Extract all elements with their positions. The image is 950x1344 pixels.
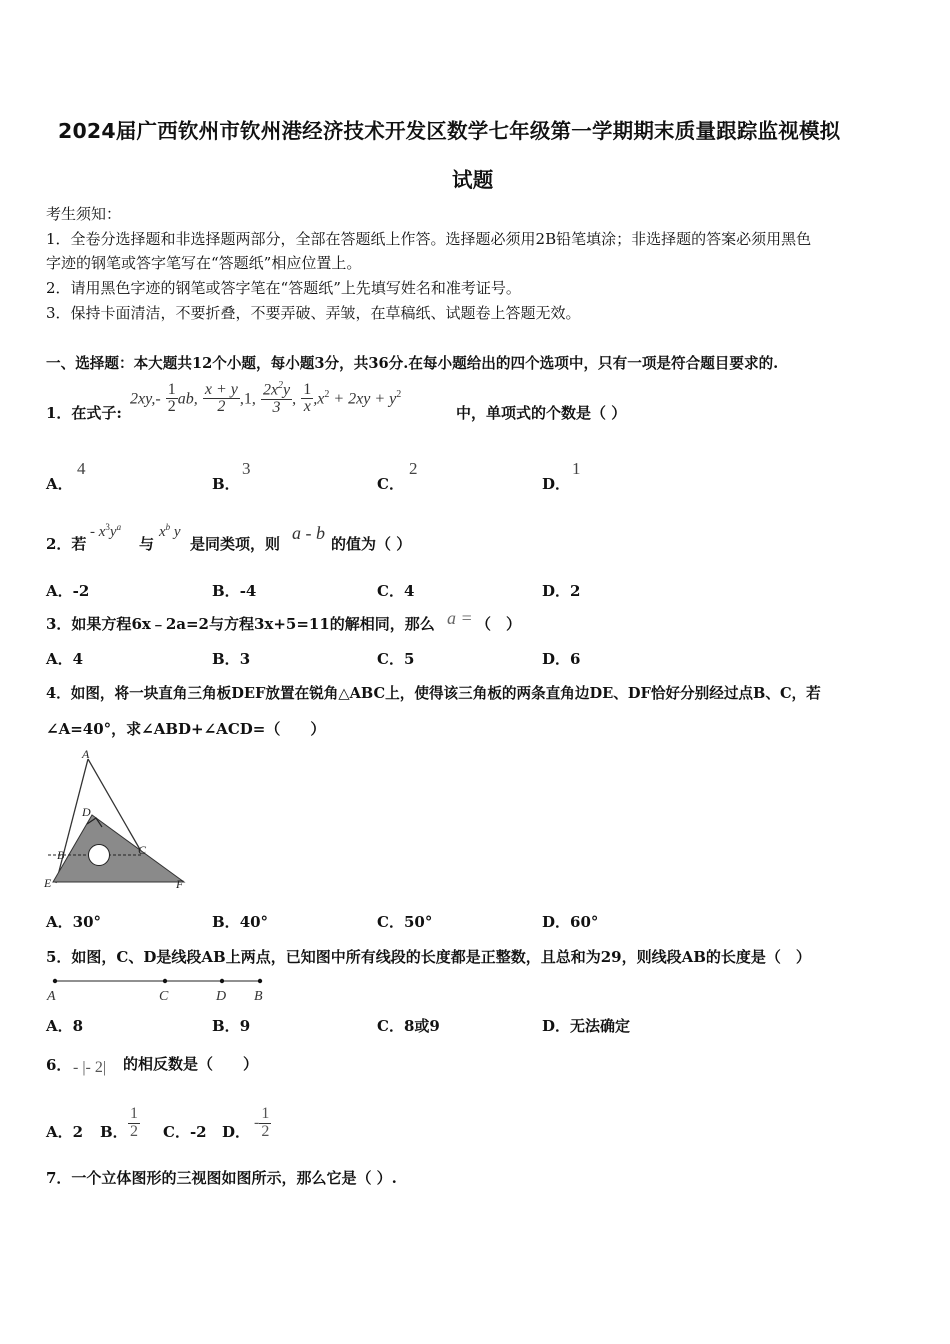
notice-item-3: 3．保持卡面清洁，不要折叠，不要弄破、弄皱，在草稿纸、试题卷上答题无效。 (46, 304, 581, 322)
section-heading: 一、选择题：本大题共12个小题，每小题3分，共36分.在每小题给出的四个选项中，只有一项是符合题目要求的. (46, 355, 779, 372)
q1-option-b[interactable]: B． (212, 475, 240, 493)
q6-option-d-value: - $\frac{1}{2}$ (254, 1105, 270, 1140)
label-e: E (44, 876, 52, 890)
label-b: B (254, 989, 263, 1004)
point-a (53, 979, 57, 983)
point-c (163, 979, 167, 983)
q2-term-2: $x^b$ y (159, 522, 181, 540)
label-b: B (57, 848, 65, 862)
q1-option-b-value: 3 (242, 459, 251, 478)
q6-expression: - |- 2| (73, 1059, 107, 1076)
label-f: F (176, 877, 184, 891)
q4-option-c[interactable]: C．50° (377, 913, 433, 931)
q6-suffix: 的相反数是（ ） (123, 1055, 259, 1073)
q6-option-a[interactable]: A．2 (46, 1123, 84, 1141)
q3-variable: a = (447, 608, 473, 628)
q5-segment-figure (40, 972, 280, 1006)
q2-term-1: - $x^3y^a$ (90, 522, 122, 540)
q3-option-c[interactable]: C．5 (377, 650, 415, 668)
notice-item-1-cont: 字迹的钢笔或答字笔写在“答题纸”相应位置上。 (46, 254, 362, 272)
q6-option-d[interactable]: D． (222, 1123, 251, 1141)
notice-item-1: 1．全卷分选择题和非选择题两部分，全部在答题纸上作答。选择题必须用2B铅笔填涂；非选择题的答案必须用黑色 (46, 230, 812, 248)
label-d: D (82, 805, 91, 819)
q1-option-a-value: 4 (77, 459, 86, 478)
q3-text: 3．如果方程6x﹣2a=2与方程3x+5=11的解相同，那么 (46, 615, 435, 633)
q1-option-c[interactable]: C． (377, 475, 404, 493)
q5-text: 5．如图，C、D是线段AB上两点，已知图中所有线段的长度都是正整数，且总和为29，则线段AB的长度是（ ） (46, 948, 811, 966)
q2-option-a[interactable]: A．-2 (46, 582, 90, 600)
q1-option-d-value: 1 (572, 459, 581, 478)
q3-option-b[interactable]: B．3 (212, 650, 251, 668)
q1-expression: 2xy,- $\frac{1}{2}$ ab, $\frac{x + y}{2}$ ,1, $\frac{2x^2y}{3}$ , $\frac{1}{x}$ $,x^2 + 2xy + y^2$ (130, 380, 402, 417)
q1-term: 2xy, (130, 390, 156, 408)
q2-expression: a - b (292, 523, 325, 543)
label-a: A (82, 747, 90, 761)
notice-item-2: 2．请用黑色字迹的钢笔或答字笔在“答题纸”上先填写姓名和准考证号。 (46, 279, 521, 297)
notice-heading: 考生须知： (46, 205, 122, 223)
q1-option-a[interactable]: A． (46, 475, 73, 493)
q4-option-a[interactable]: A．30° (46, 913, 102, 931)
q2-option-c[interactable]: C．4 (377, 582, 415, 600)
q2-suffix: 的值为（ ） (331, 535, 412, 553)
q1-fraction: $\frac{1}{x}$ (303, 380, 312, 416)
page-title-line2: 试题 (452, 168, 494, 192)
triangle-hole (89, 845, 110, 866)
q1-suffix: 中，单项式的个数是（ ） (456, 404, 627, 422)
q2-mid: 与 (139, 535, 155, 553)
q6-prefix: 6． (46, 1056, 72, 1074)
label-d: D (216, 989, 227, 1004)
q2-option-b[interactable]: B．-4 (212, 582, 257, 600)
point-d (220, 979, 224, 983)
q4-text: 4．如图，将一块直角三角板DEF放置在锐角△ABC上，使得该三角板的两条直角边DE、DF恰好分别经过点B、C，若 (46, 685, 821, 702)
label-c: C (138, 843, 147, 857)
q3-suffix: （ ） (476, 615, 522, 633)
q6-option-b[interactable]: B． (100, 1123, 128, 1141)
q5-option-b[interactable]: B．9 (212, 1017, 251, 1035)
q1-fraction: $\frac{1}{2}$ (167, 380, 176, 416)
q1-option-d[interactable]: D． (542, 475, 571, 493)
q2-option-d[interactable]: D．2 (542, 582, 581, 600)
point-b (258, 979, 262, 983)
q5-option-a[interactable]: A．8 (46, 1017, 84, 1035)
label-c: C (159, 989, 169, 1004)
q4-option-b[interactable]: B．40° (212, 913, 269, 931)
q1-fraction: $\frac{x + y}{2}$ (204, 380, 238, 416)
q4-option-d[interactable]: D．60° (542, 913, 599, 931)
q4-triangle-figure (40, 745, 200, 895)
q6-option-b-value: $\frac{1}{2}$ (130, 1105, 138, 1140)
q3-option-d[interactable]: D．6 (542, 650, 581, 668)
q5-option-c[interactable]: C．8或9 (377, 1017, 440, 1035)
label-a: A (47, 989, 56, 1004)
q3-option-a[interactable]: A．4 (46, 650, 84, 668)
right-triangle-def (53, 815, 184, 882)
q2-prefix: 2．若 (46, 535, 87, 553)
q1-prefix: 1．在式子: (46, 404, 122, 422)
q1-option-c-value: 2 (409, 459, 418, 478)
q7-text: 7．一个立体图形的三视图如图所示，那么它是（ ）. (46, 1169, 397, 1187)
q5-option-d[interactable]: D．无法确定 (542, 1017, 631, 1035)
q1-fraction: $\frac{2x^2y}{3}$ (262, 380, 291, 417)
q6-option-c[interactable]: C．-2 (163, 1123, 207, 1141)
page-title: 2024届广西钦州市钦州港经济技术开发区数学七年级第一学期期末质量跟踪监视模拟 (58, 119, 841, 143)
q2-mid2: 是同类项，则 (190, 535, 281, 553)
q4-text-cont: ∠A=40°，求∠ABD+∠ACD=（ ） (46, 720, 326, 738)
